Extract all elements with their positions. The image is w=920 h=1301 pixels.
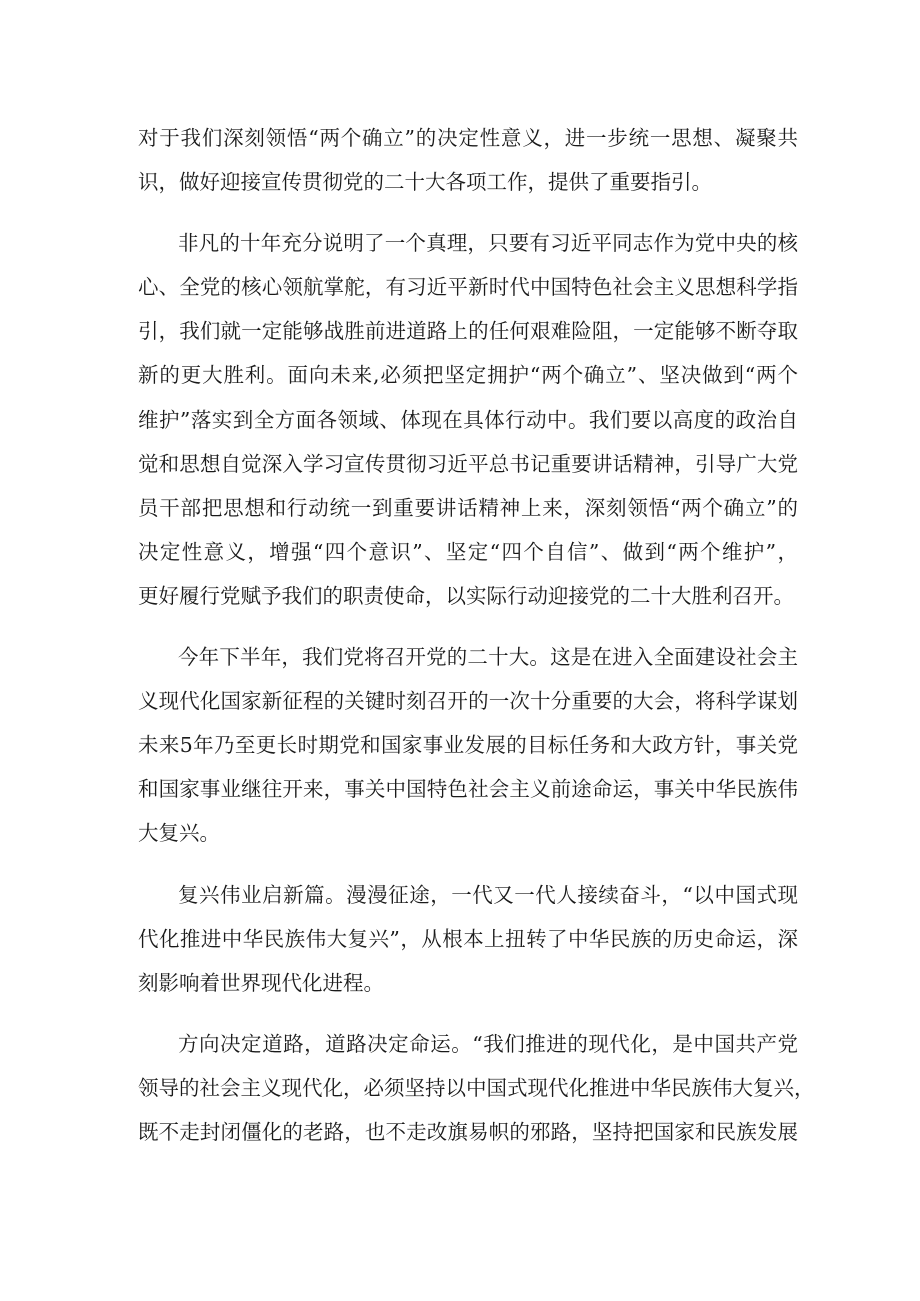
text-line: 决定性意义，增强“四个意识”、坚定“四个自信”、做到“两个维护”， (138, 539, 798, 564)
text-line: 更好履行党赋予我们的职责使命，以实际行动迎接党的二十大胜利召开。 (138, 583, 794, 608)
text-line: 义现代化国家新征程的关键时刻召开的一次十分重要的大会，将科学谋划 (138, 689, 798, 714)
paragraph-3 (138, 635, 798, 855)
paragraph-5 (138, 1022, 815, 1154)
text-line: 对于我们深刻领悟“两个确立”的决定性意义，进一步统一思想、凝聚共 (138, 126, 798, 150)
text-line: 识，做好迎接宣传贯彻党的二十大各项工作，提供了重要指引。 (138, 170, 712, 195)
text-line: 方向决定道路，道路决定命运。“我们推进的现代化，是中国共产党 (178, 1031, 798, 1056)
text-line: 今年下半年，我们党将召开党的二十大。这是在进入全面建设社会主 (178, 645, 798, 670)
text-line: 和国家事业继往开来，事关中国特色社会主义前途命运，事关中华民族伟 (138, 777, 798, 802)
paragraph-2 (138, 221, 798, 618)
text-line: 代化推进中华民族伟大复兴”，从根本上扭转了中华民族的历史命运，深 (138, 926, 798, 951)
text-line: 既不走封闭僵化的老路，也不走改旗易帜的邪路，坚持把国家和民族发展 (138, 1119, 798, 1144)
text-line: 心、全党的核心领航掌舵，有习近平新时代中国特色社会主义思想科学指 (138, 275, 798, 300)
text-line: 领导的社会主义现代化，必须坚持以中国式现代化推进中华民族伟大复兴， (138, 1075, 815, 1100)
text-line: 员干部把思想和行动统一到重要讲话精神上来，深刻领悟“两个确立”的 (138, 495, 798, 520)
text-line: 维护”落实到全方面各领域、体现在具体行动中。我们要以高度的政治自 (138, 407, 798, 432)
text-line: 未来5年乃至更长时期党和国家事业发展的目标任务和大政方针，事关党 (138, 733, 798, 758)
text-line: 觉和思想自觉深入学习宣传贯彻习近平总书记重要讲话精神，引导广大党 (138, 451, 798, 476)
paragraph-4 (138, 873, 798, 1005)
text-line: 复兴伟业启新篇。漫漫征途，一代又一代人接续奋斗，“以中国式现 (178, 882, 798, 907)
paragraph-1 (138, 116, 798, 204)
document-page (138, 116, 815, 1154)
text-line: 大复兴。 (138, 821, 220, 846)
text-line: 刻影响着世界现代化进程。 (138, 970, 384, 995)
text-line: 新的更大胜利。面向未来,必须把坚定拥护“两个确立”、坚决做到“两个 (138, 363, 798, 388)
text-line: 引，我们就一定能够战胜前进道路上的任何艰难险阻，一定能够不断夺取 (138, 319, 798, 344)
text-line: 非凡的十年充分说明了一个真理，只要有习近平同志作为党中央的核 (178, 231, 798, 256)
